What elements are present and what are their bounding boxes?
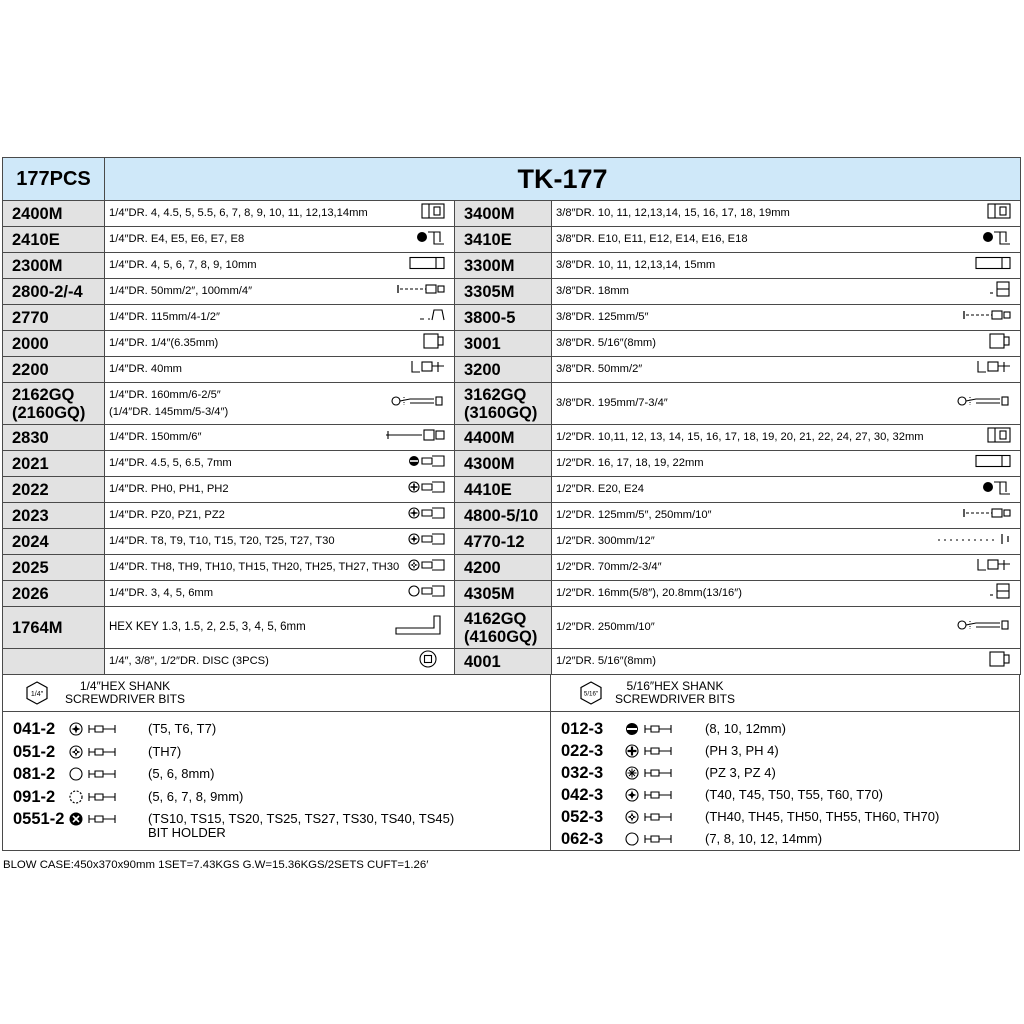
parts-row bbox=[3, 383, 1021, 425]
hex-shank-badge-icon bbox=[579, 681, 603, 705]
part-number bbox=[455, 201, 552, 227]
bit-spec: (TH40, TH45, TH50, TH55, TH60, TH70) bbox=[705, 809, 940, 824]
part-number bbox=[455, 383, 552, 425]
part-description bbox=[552, 607, 1021, 649]
model-title: TK-177 bbox=[105, 158, 1021, 201]
part-spec: 1/4″DR. 1/4″(6.35mm) bbox=[109, 337, 219, 349]
bit-icon bbox=[625, 831, 673, 852]
part-spec: 1/2″DR. E20, E24 bbox=[556, 483, 644, 495]
part-spec: 1/4″DR. 4, 4.5, 5, 5.5, 6, 7, 8, 9, 10, 11, 12,13,14mm bbox=[109, 207, 368, 219]
bit-part-number: 012-3 bbox=[561, 720, 604, 738]
part-description bbox=[552, 451, 1021, 477]
part-spec: 1/2″DR. 250mm/10″ bbox=[556, 621, 655, 633]
bit-part-number: 051-2 bbox=[13, 742, 56, 761]
part-description bbox=[552, 253, 1021, 279]
bit-icon bbox=[625, 809, 673, 830]
part-number-text: 4001 bbox=[464, 652, 501, 671]
part-description bbox=[552, 425, 1021, 451]
parts-row bbox=[3, 201, 1021, 227]
parts-row bbox=[3, 425, 1021, 451]
part-number bbox=[455, 331, 552, 357]
part-description bbox=[105, 555, 455, 581]
part-number bbox=[3, 503, 105, 529]
part-description bbox=[552, 201, 1021, 227]
part-spec: 1/4″DR. 3, 4, 5, 6mm bbox=[109, 587, 214, 599]
part-description bbox=[105, 227, 455, 253]
part-number bbox=[3, 305, 105, 331]
part-number-alt: (2160GQ) bbox=[12, 403, 86, 422]
part-number bbox=[455, 649, 552, 675]
part-spec: 1/4″DR. 150mm/6″ bbox=[109, 431, 202, 443]
part-number bbox=[455, 253, 552, 279]
part-spec: 3/8″DR. 195mm/7-3/4″ bbox=[556, 397, 668, 409]
part-spec: 1/4″DR. PZ0, PZ1, PZ2 bbox=[109, 509, 225, 521]
parts-row bbox=[3, 477, 1021, 503]
part-spec: HEX KEY 1.3, 1.5, 2, 2.5, 3, 4, 5, 6mm bbox=[109, 621, 306, 633]
part-number-text: 4770-12 bbox=[464, 532, 525, 551]
part-spec: 1/2″DR. 300mm/12″ bbox=[556, 535, 655, 547]
part-number bbox=[455, 451, 552, 477]
part-number bbox=[3, 201, 105, 227]
part-number bbox=[455, 279, 552, 305]
part-number bbox=[3, 581, 105, 607]
parts-row bbox=[3, 253, 1021, 279]
bit-part-number: 042-3 bbox=[561, 786, 604, 804]
shank-title-line2: SCREWDRIVER BITS bbox=[65, 692, 186, 706]
part-number bbox=[455, 477, 552, 503]
parts-row bbox=[3, 503, 1021, 529]
part-description bbox=[552, 529, 1021, 555]
bit-icon bbox=[69, 811, 117, 832]
part-description bbox=[105, 383, 455, 425]
part-number bbox=[3, 555, 105, 581]
shank-title-line1: 1/4″HEX SHANK bbox=[79, 679, 171, 693]
bit-spec: (PZ 3, PZ 4) bbox=[705, 765, 776, 780]
parts-row bbox=[3, 451, 1021, 477]
part-number bbox=[3, 383, 105, 425]
bit-holder-label: BIT HOLDER bbox=[148, 825, 226, 840]
part-number-text: 2200 bbox=[12, 360, 49, 379]
part-spec: 1/4″DR. T8, T9, T10, T15, T20, T25, T27, T30 bbox=[109, 535, 335, 547]
part-number-text: 2026 bbox=[12, 584, 49, 603]
part-description bbox=[552, 503, 1021, 529]
parts-table bbox=[2, 157, 1021, 675]
bit-icon bbox=[625, 765, 673, 786]
part-spec: 3/8″DR. 50mm/2″ bbox=[556, 363, 643, 375]
part-number bbox=[3, 331, 105, 357]
part-number bbox=[3, 451, 105, 477]
part-description bbox=[105, 253, 455, 279]
parts-row bbox=[3, 279, 1021, 305]
part-number-text: 3400M bbox=[464, 204, 515, 223]
part-number-text: 2162GQ bbox=[12, 385, 75, 404]
part-number-text: 2800-2/-4 bbox=[12, 282, 83, 301]
bit-spec: (8, 10, 12mm) bbox=[705, 721, 786, 736]
bit-part-number: 041-2 bbox=[13, 720, 56, 738]
bit-part-number: 032-3 bbox=[561, 764, 604, 782]
part-number bbox=[455, 581, 552, 607]
part-number-text: 2770 bbox=[12, 308, 49, 327]
part-description bbox=[105, 529, 455, 555]
bit-icon bbox=[69, 766, 117, 787]
part-number-text: 4800-5/10 bbox=[464, 506, 539, 525]
part-number-text: 3200 bbox=[464, 360, 501, 379]
part-number bbox=[3, 253, 105, 279]
part-description bbox=[552, 555, 1021, 581]
bit-part-number: 091-2 bbox=[13, 787, 56, 806]
bit-row bbox=[551, 828, 1019, 850]
part-spec: 1/4″DR. E4, E5, E6, E7, E8 bbox=[109, 233, 245, 245]
parts-row bbox=[3, 529, 1021, 555]
bit-row bbox=[3, 741, 550, 763]
part-number bbox=[455, 529, 552, 555]
phillips-bit-icon bbox=[625, 743, 673, 759]
parts-row bbox=[3, 607, 1021, 649]
part-spec: 1/4″DR. 160mm/6-2/5″ bbox=[109, 388, 221, 401]
bit-row bbox=[551, 718, 1019, 740]
bit-icon bbox=[69, 744, 117, 765]
parts-row bbox=[3, 555, 1021, 581]
shipping-info: BLOW CASE:450x370x90mm 1SET=7.43KGS G.W=15.36KGS/2SETS CUFT=1.26′ bbox=[3, 859, 429, 871]
part-number-text: 2400M bbox=[12, 204, 63, 223]
part-description bbox=[105, 201, 455, 227]
part-spec-alt: (1/4″DR. 145mm/5-3/4″) bbox=[109, 405, 229, 418]
bit-spec: (5, 6, 7, 8, 9mm) bbox=[148, 788, 244, 804]
part-spec: 3/8″DR. 18mm bbox=[556, 285, 629, 297]
part-description bbox=[552, 581, 1021, 607]
five-sixteenths-bits-header bbox=[551, 675, 1019, 712]
parts-row bbox=[3, 357, 1021, 383]
part-spec: 1/4″DR. TH8, TH9, TH10, TH15, TH20, TH25, TH27, TH30 bbox=[109, 561, 400, 573]
part-number-text: 3410E bbox=[464, 230, 512, 249]
part-number-text: 2000 bbox=[12, 334, 49, 353]
part-number bbox=[3, 227, 105, 253]
bit-part-number: 0551-2 bbox=[13, 810, 65, 828]
part-spec: 1/4″DR. 4, 5, 6, 7, 8, 9, 10mm bbox=[109, 259, 257, 271]
part-spec: 1/2″DR. 16, 17, 18, 19, 22mm bbox=[556, 457, 704, 469]
bit-icon bbox=[625, 787, 673, 808]
part-spec: 3/8″DR. 125mm/5″ bbox=[556, 311, 649, 323]
bit-icon bbox=[69, 789, 117, 810]
bit-icon bbox=[69, 721, 117, 742]
parts-row bbox=[3, 305, 1021, 331]
part-description bbox=[105, 581, 455, 607]
hex-shank-badge-icon bbox=[25, 681, 49, 705]
part-description bbox=[105, 649, 455, 675]
part-spec: 1/4″, 3/8″, 1/2″DR. DISC (3PCS) bbox=[109, 655, 269, 667]
shank-title-line1: 5/16″HEX SHANK bbox=[626, 679, 724, 693]
hex-bit-icon bbox=[625, 831, 673, 847]
part-spec: 1/4″DR. 50mm/2″, 100mm/4″ bbox=[109, 285, 253, 297]
part-number-text: 2410E bbox=[12, 230, 60, 249]
part-number-text: 4400M bbox=[464, 428, 515, 447]
part-number bbox=[455, 607, 552, 649]
part-description bbox=[552, 305, 1021, 331]
quarter-inch-bits-header bbox=[3, 675, 550, 712]
part-spec: 3/8″DR. E10, E11, E12, E14, E16, E18 bbox=[556, 233, 748, 245]
part-description bbox=[105, 357, 455, 383]
part-description bbox=[105, 503, 455, 529]
piece-count: 177PCS bbox=[3, 158, 105, 201]
part-number-text: 3800-5 bbox=[464, 308, 516, 327]
part-number bbox=[3, 477, 105, 503]
part-number-text: 2022 bbox=[12, 480, 49, 499]
parts-row bbox=[3, 331, 1021, 357]
part-spec: 1/2″DR. 5/16″(8mm) bbox=[556, 655, 656, 667]
part-description bbox=[105, 425, 455, 451]
part-spec: 1/2″DR. 10,11, 12, 13, 14, 15, 16, 17, 18, 19, 20, 21, 22, 24, 27, 30, 32mm bbox=[556, 431, 924, 443]
bit-spec: (5, 6, 8mm) bbox=[148, 766, 215, 781]
part-spec: 1/4″DR. 4.5, 5, 6.5, 7mm bbox=[109, 457, 232, 469]
part-number bbox=[455, 227, 552, 253]
part-number bbox=[3, 529, 105, 555]
part-number bbox=[3, 649, 105, 675]
part-description bbox=[552, 227, 1021, 253]
part-description bbox=[552, 477, 1021, 503]
part-spec: 1/2″DR. 16mm(5/8″), 20.8mm(13/16″) bbox=[556, 587, 742, 599]
part-number bbox=[455, 425, 552, 451]
part-number-text: 4300M bbox=[464, 454, 515, 473]
bit-row bbox=[3, 808, 550, 830]
part-number-text: 3001 bbox=[464, 334, 501, 353]
screwdriver-bits-section bbox=[2, 675, 1020, 851]
bit-spec: (T5, T6, T7) bbox=[148, 721, 217, 736]
hex-bit-icon bbox=[69, 766, 117, 782]
part-number-text: 3162GQ bbox=[464, 385, 527, 404]
bit-row bbox=[551, 740, 1019, 762]
part-number-text: 1764M bbox=[12, 618, 63, 637]
part-number-text: 2021 bbox=[12, 454, 49, 473]
part-description bbox=[552, 649, 1021, 675]
bit-part-number: 052-3 bbox=[561, 808, 604, 826]
part-number-text: 4162GQ bbox=[464, 609, 527, 628]
part-number bbox=[3, 279, 105, 305]
part-number-text: 4200 bbox=[464, 558, 501, 577]
quarter-inch-bits-title bbox=[65, 680, 185, 706]
part-number-text: 2300M bbox=[12, 256, 63, 275]
shank-badge-label: 5/16″ bbox=[583, 690, 599, 698]
torx-bit-icon bbox=[625, 787, 673, 803]
part-description bbox=[105, 305, 455, 331]
parts-row bbox=[3, 649, 1021, 675]
part-number-text: 4305M bbox=[464, 584, 515, 603]
part-description bbox=[105, 279, 455, 305]
tamper-torx-bit-icon bbox=[625, 809, 673, 825]
bit-row bbox=[3, 786, 550, 808]
bit-spec: (PH 3, PH 4) bbox=[705, 743, 779, 758]
slotted-bit-icon bbox=[625, 721, 673, 737]
part-number bbox=[3, 425, 105, 451]
part-spec: 1/2″DR. 125mm/5″, 250mm/10″ bbox=[556, 509, 712, 521]
bit-part-number: 081-2 bbox=[13, 765, 56, 783]
part-description bbox=[105, 331, 455, 357]
part-description bbox=[552, 357, 1021, 383]
part-spec: 1/4″DR. PH0, PH1, PH2 bbox=[109, 483, 229, 495]
part-number bbox=[3, 357, 105, 383]
part-spec: 3/8″DR. 10, 11, 12,13,14, 15mm bbox=[556, 259, 716, 271]
bit-row bbox=[3, 718, 550, 740]
part-number-text: 2025 bbox=[12, 558, 49, 577]
part-description bbox=[552, 383, 1021, 425]
part-number bbox=[455, 305, 552, 331]
bit-row bbox=[3, 763, 550, 785]
part-number-alt: (3160GQ) bbox=[464, 403, 538, 422]
part-spec: 1/2″DR. 70mm/2-3/4″ bbox=[556, 561, 662, 573]
part-number-text: 3305M bbox=[464, 282, 515, 301]
part-spec: 3/8″DR. 10, 11, 12,13,14, 15, 16, 17, 18, 19mm bbox=[556, 207, 790, 219]
part-number bbox=[455, 503, 552, 529]
parts-row bbox=[3, 227, 1021, 253]
bit-part-number: 022-3 bbox=[561, 742, 604, 760]
part-number bbox=[455, 357, 552, 383]
bit-row bbox=[551, 784, 1019, 806]
part-spec: 1/4″DR. 40mm bbox=[109, 363, 182, 375]
five-sixteenths-bits-panel bbox=[551, 675, 1019, 850]
part-spec: 1/4″DR. 115mm/4-1/2″ bbox=[109, 311, 220, 323]
bit-spec: (TS10, TS15, TS20, TS25, TS27, TS30, TS40, TS45) bbox=[148, 811, 455, 826]
part-number-text: 2024 bbox=[12, 532, 49, 551]
bit-part-number: 062-3 bbox=[561, 830, 604, 848]
part-description bbox=[552, 279, 1021, 305]
parts-row bbox=[3, 581, 1021, 607]
torx-bit-icon bbox=[69, 721, 117, 737]
part-number-text: 2023 bbox=[12, 506, 49, 525]
part-number-text: 3300M bbox=[464, 256, 515, 275]
part-description bbox=[105, 477, 455, 503]
part-number-alt: (4160GQ) bbox=[464, 627, 538, 646]
bit-spec: (T40, T45, T50, T55, T60, T70) bbox=[705, 787, 884, 802]
bit-spec: (TH7) bbox=[148, 743, 182, 759]
tamper-torx-bit-icon bbox=[69, 744, 117, 760]
spline-bit-icon bbox=[69, 789, 117, 805]
shank-title-line2: SCREWDRIVER BITS bbox=[615, 692, 736, 706]
part-description bbox=[105, 451, 455, 477]
part-spec: 3/8″DR. 5/16″(8mm) bbox=[556, 337, 656, 349]
bit-row bbox=[551, 806, 1019, 828]
parts-sheet bbox=[2, 157, 1020, 851]
part-number bbox=[3, 607, 105, 649]
bit-icon bbox=[625, 743, 673, 764]
bit-icon bbox=[625, 721, 673, 742]
part-description bbox=[105, 607, 455, 649]
part-number-text: 2830 bbox=[12, 428, 49, 447]
pozi-bit-icon bbox=[625, 765, 673, 781]
bit-spec: (7, 8, 10, 12, 14mm) bbox=[705, 831, 823, 846]
part-number-text: 4410E bbox=[464, 480, 512, 499]
part-description bbox=[552, 331, 1021, 357]
part-number bbox=[455, 555, 552, 581]
bit-row bbox=[551, 762, 1019, 784]
quarter-inch-bits-panel bbox=[3, 675, 551, 850]
torq-bit-icon bbox=[69, 811, 117, 827]
shank-badge-label: 1/4″ bbox=[30, 691, 44, 698]
five-sixteenths-bits-title bbox=[615, 680, 735, 706]
